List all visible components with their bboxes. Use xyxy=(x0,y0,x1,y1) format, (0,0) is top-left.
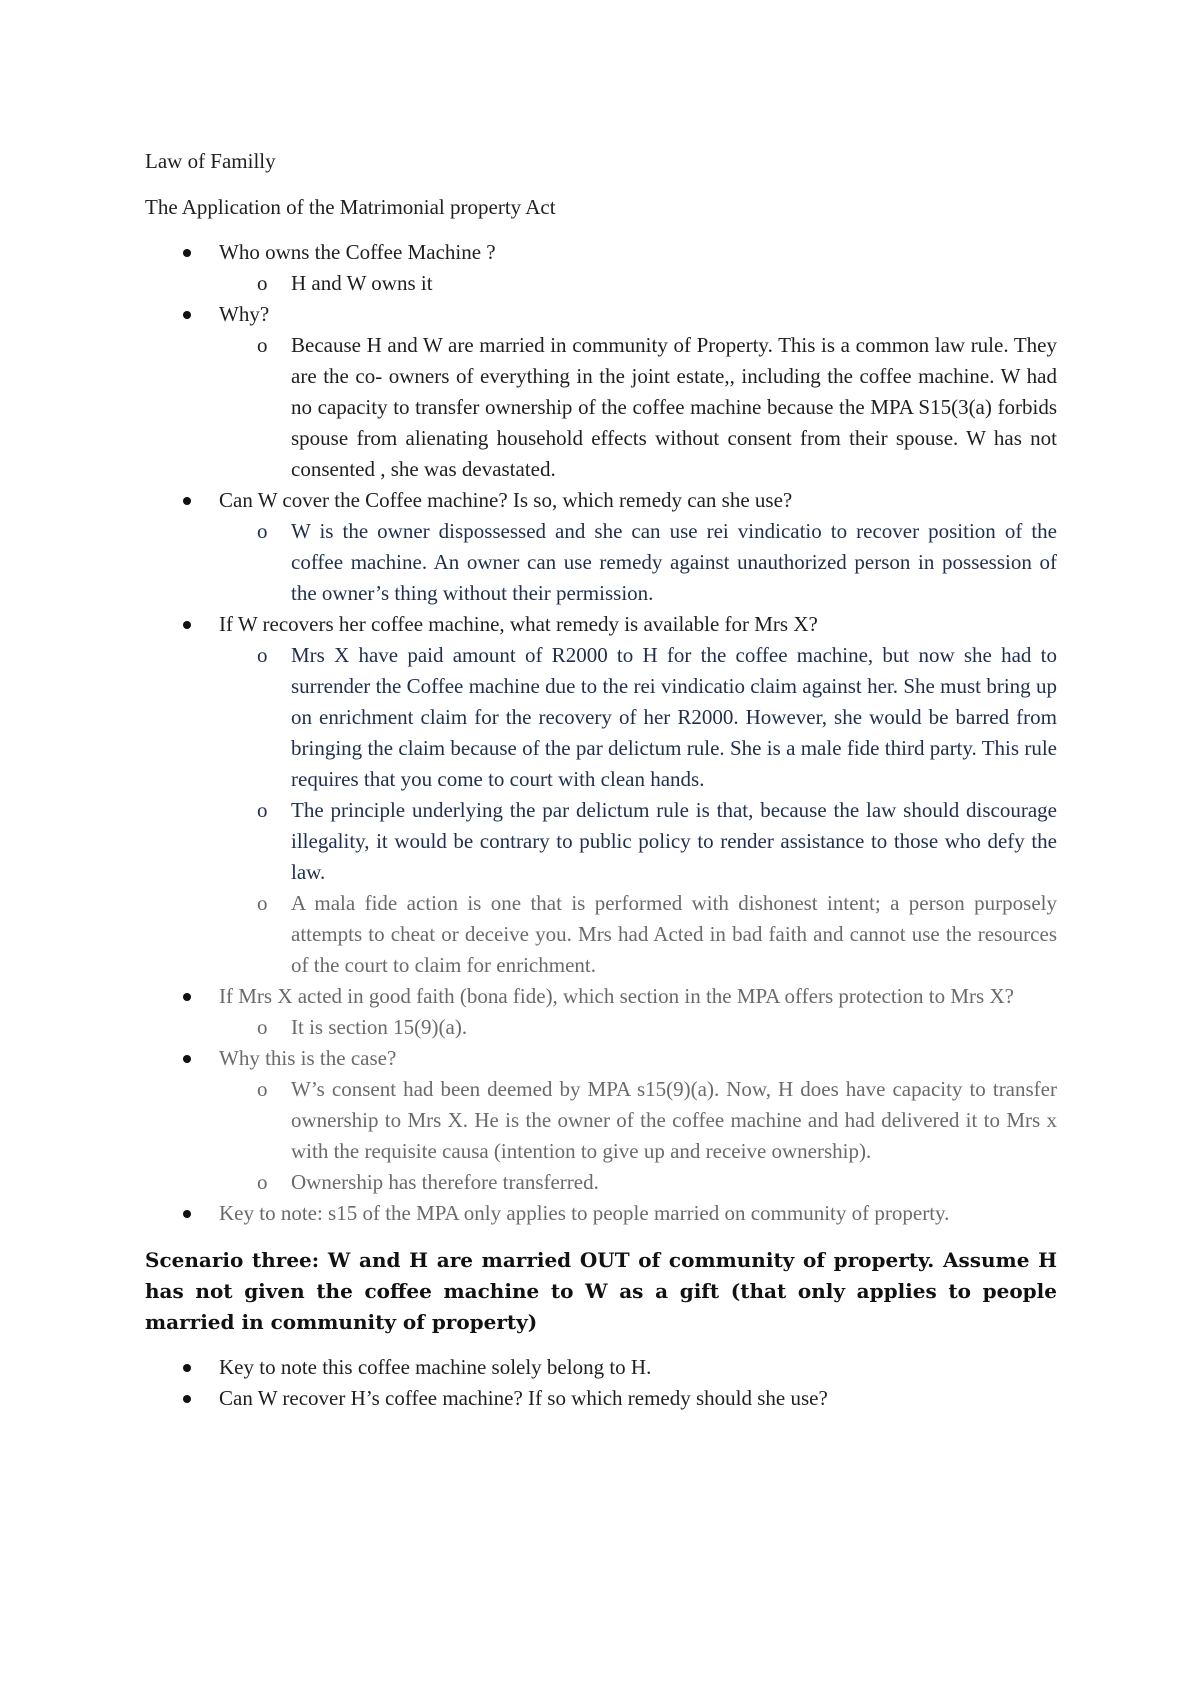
sub-list-item xyxy=(145,795,1057,888)
list-item xyxy=(145,1352,1057,1383)
list-item xyxy=(145,485,1057,609)
sub-list-item xyxy=(145,516,1057,609)
list-item-text: Can W recover H’s coffee machine? If so which remedy should she use? xyxy=(219,1386,828,1410)
sub-list xyxy=(145,516,1057,609)
list-item-text: Can W cover the Coffee machine? Is so, which remedy can she use? xyxy=(219,488,793,512)
list-item-text: Why? xyxy=(219,302,270,326)
sub-list xyxy=(145,330,1057,485)
list-item-text: Why this is the case? xyxy=(219,1046,397,1070)
sub-list-item xyxy=(145,1012,1057,1043)
list-item-text: Key to note this coffee machine solely belong to H. xyxy=(219,1355,652,1379)
circle-bullet-icon: o xyxy=(257,891,268,915)
list-item xyxy=(145,609,1057,981)
sub-list-item-text: H and W owns it xyxy=(291,271,433,295)
sub-list-item-text: A mala fide action is one that is performed with dishonest intent; a person purposely attempts to cheat or deceive you. Mrs had Acted in bad faith and cannot use the resources of the court to claim for enrichment. xyxy=(291,891,1057,977)
list-item xyxy=(145,237,1057,299)
sub-list-item xyxy=(145,888,1057,981)
bullet-icon xyxy=(183,1210,191,1218)
circle-bullet-icon: o xyxy=(257,333,268,357)
sub-list-item-text: The principle underlying the par delictum rule is that, because the law should discourage illegality, it would be contrary to public policy to render assistance to those who defy the law. xyxy=(291,798,1057,884)
bullet-icon xyxy=(183,993,191,1001)
sub-list-item-text: It is section 15(9)(a). xyxy=(291,1015,468,1039)
list-item xyxy=(145,299,1057,485)
sub-list xyxy=(145,1074,1057,1198)
bullet-icon xyxy=(183,1055,191,1063)
circle-bullet-icon: o xyxy=(257,1077,268,1101)
bullet-icon xyxy=(183,497,191,505)
document-body xyxy=(145,146,1057,1414)
list-item-text: Who owns the Coffee Machine ? xyxy=(219,240,496,264)
sub-list-item-text: Because H and W are married in community of Property. This is a common law rule. They are the co- owners of everything in the joint estate,, including the coffee machine. W had no capacity to transfer ownership of the coffee machine because the MPA S15(3(a) forbids spouse from alienating household effects without consent from their spouse. W has not consented , she was devastated. xyxy=(291,333,1057,481)
sub-list-item-text: W’s consent had been deemed by MPA s15(9)(a). Now, H does have capacity to transfer ownership to Mrs X. He is the owner of the coffee machine and had delivered it to Mrs x with the requisite causa (intention to give up and receive ownership). xyxy=(291,1077,1057,1163)
sub-list-item xyxy=(145,1074,1057,1167)
bullet-icon xyxy=(183,1364,191,1372)
sub-list-item-text: Ownership has therefore transferred. xyxy=(291,1170,599,1194)
scenario-heading: Scenario three: W and H are married OUT of community of property. Assume H has not given the coffee machine to W as a gift (that only applies to people married in community of property) xyxy=(145,1248,1057,1334)
bullet-icon xyxy=(183,249,191,257)
circle-bullet-icon: o xyxy=(257,1015,268,1039)
sub-list xyxy=(145,268,1057,299)
sub-list-item xyxy=(145,640,1057,795)
sub-list-item-text: W is the owner dispossessed and she can use rei vindicatio to recover position of the coffee machine. An owner can use remedy against unauthorized person in possession of the owner’s thing without their permission. xyxy=(291,519,1057,605)
sub-list xyxy=(145,640,1057,981)
list-item-text: If W recovers her coffee machine, what remedy is available for Mrs X? xyxy=(219,612,818,636)
document-subtitle: The Application of the Matrimonial property Act xyxy=(145,195,556,219)
sub-list-item xyxy=(145,1167,1057,1198)
list-item xyxy=(145,1043,1057,1198)
sub-list-item xyxy=(145,330,1057,485)
circle-bullet-icon: o xyxy=(257,798,268,822)
list-item xyxy=(145,1198,1057,1229)
sub-list xyxy=(145,1012,1057,1043)
list-item xyxy=(145,981,1057,1043)
question-list xyxy=(145,237,1057,1229)
list-item xyxy=(145,1383,1057,1414)
circle-bullet-icon: o xyxy=(257,271,268,295)
bullet-icon xyxy=(183,621,191,629)
bullet-icon xyxy=(183,311,191,319)
circle-bullet-icon: o xyxy=(257,519,268,543)
bullet-icon xyxy=(183,1395,191,1403)
circle-bullet-icon: o xyxy=(257,643,268,667)
sub-list-item xyxy=(145,268,1057,299)
list-item-text: Key to note: s15 of the MPA only applies to people married on community of property. xyxy=(219,1201,950,1225)
list-item-text: If Mrs X acted in good faith (bona fide), which section in the MPA offers protection to Mrs X? xyxy=(219,984,1014,1008)
sub-list-item-text: Mrs X have paid amount of R2000 to H for the coffee machine, but now she had to surrender the Coffee machine due to the rei vindicatio claim against her. She must bring up on enrichment claim for the recovery of her R2000. However, she would be barred from bringing the claim because of the par delictum rule. She is a male fide third party. This rule requires that you come to court with clean hands. xyxy=(291,643,1057,791)
scenario-list xyxy=(145,1352,1057,1414)
document-title: Law of Familly xyxy=(145,149,276,173)
circle-bullet-icon: o xyxy=(257,1170,268,1194)
